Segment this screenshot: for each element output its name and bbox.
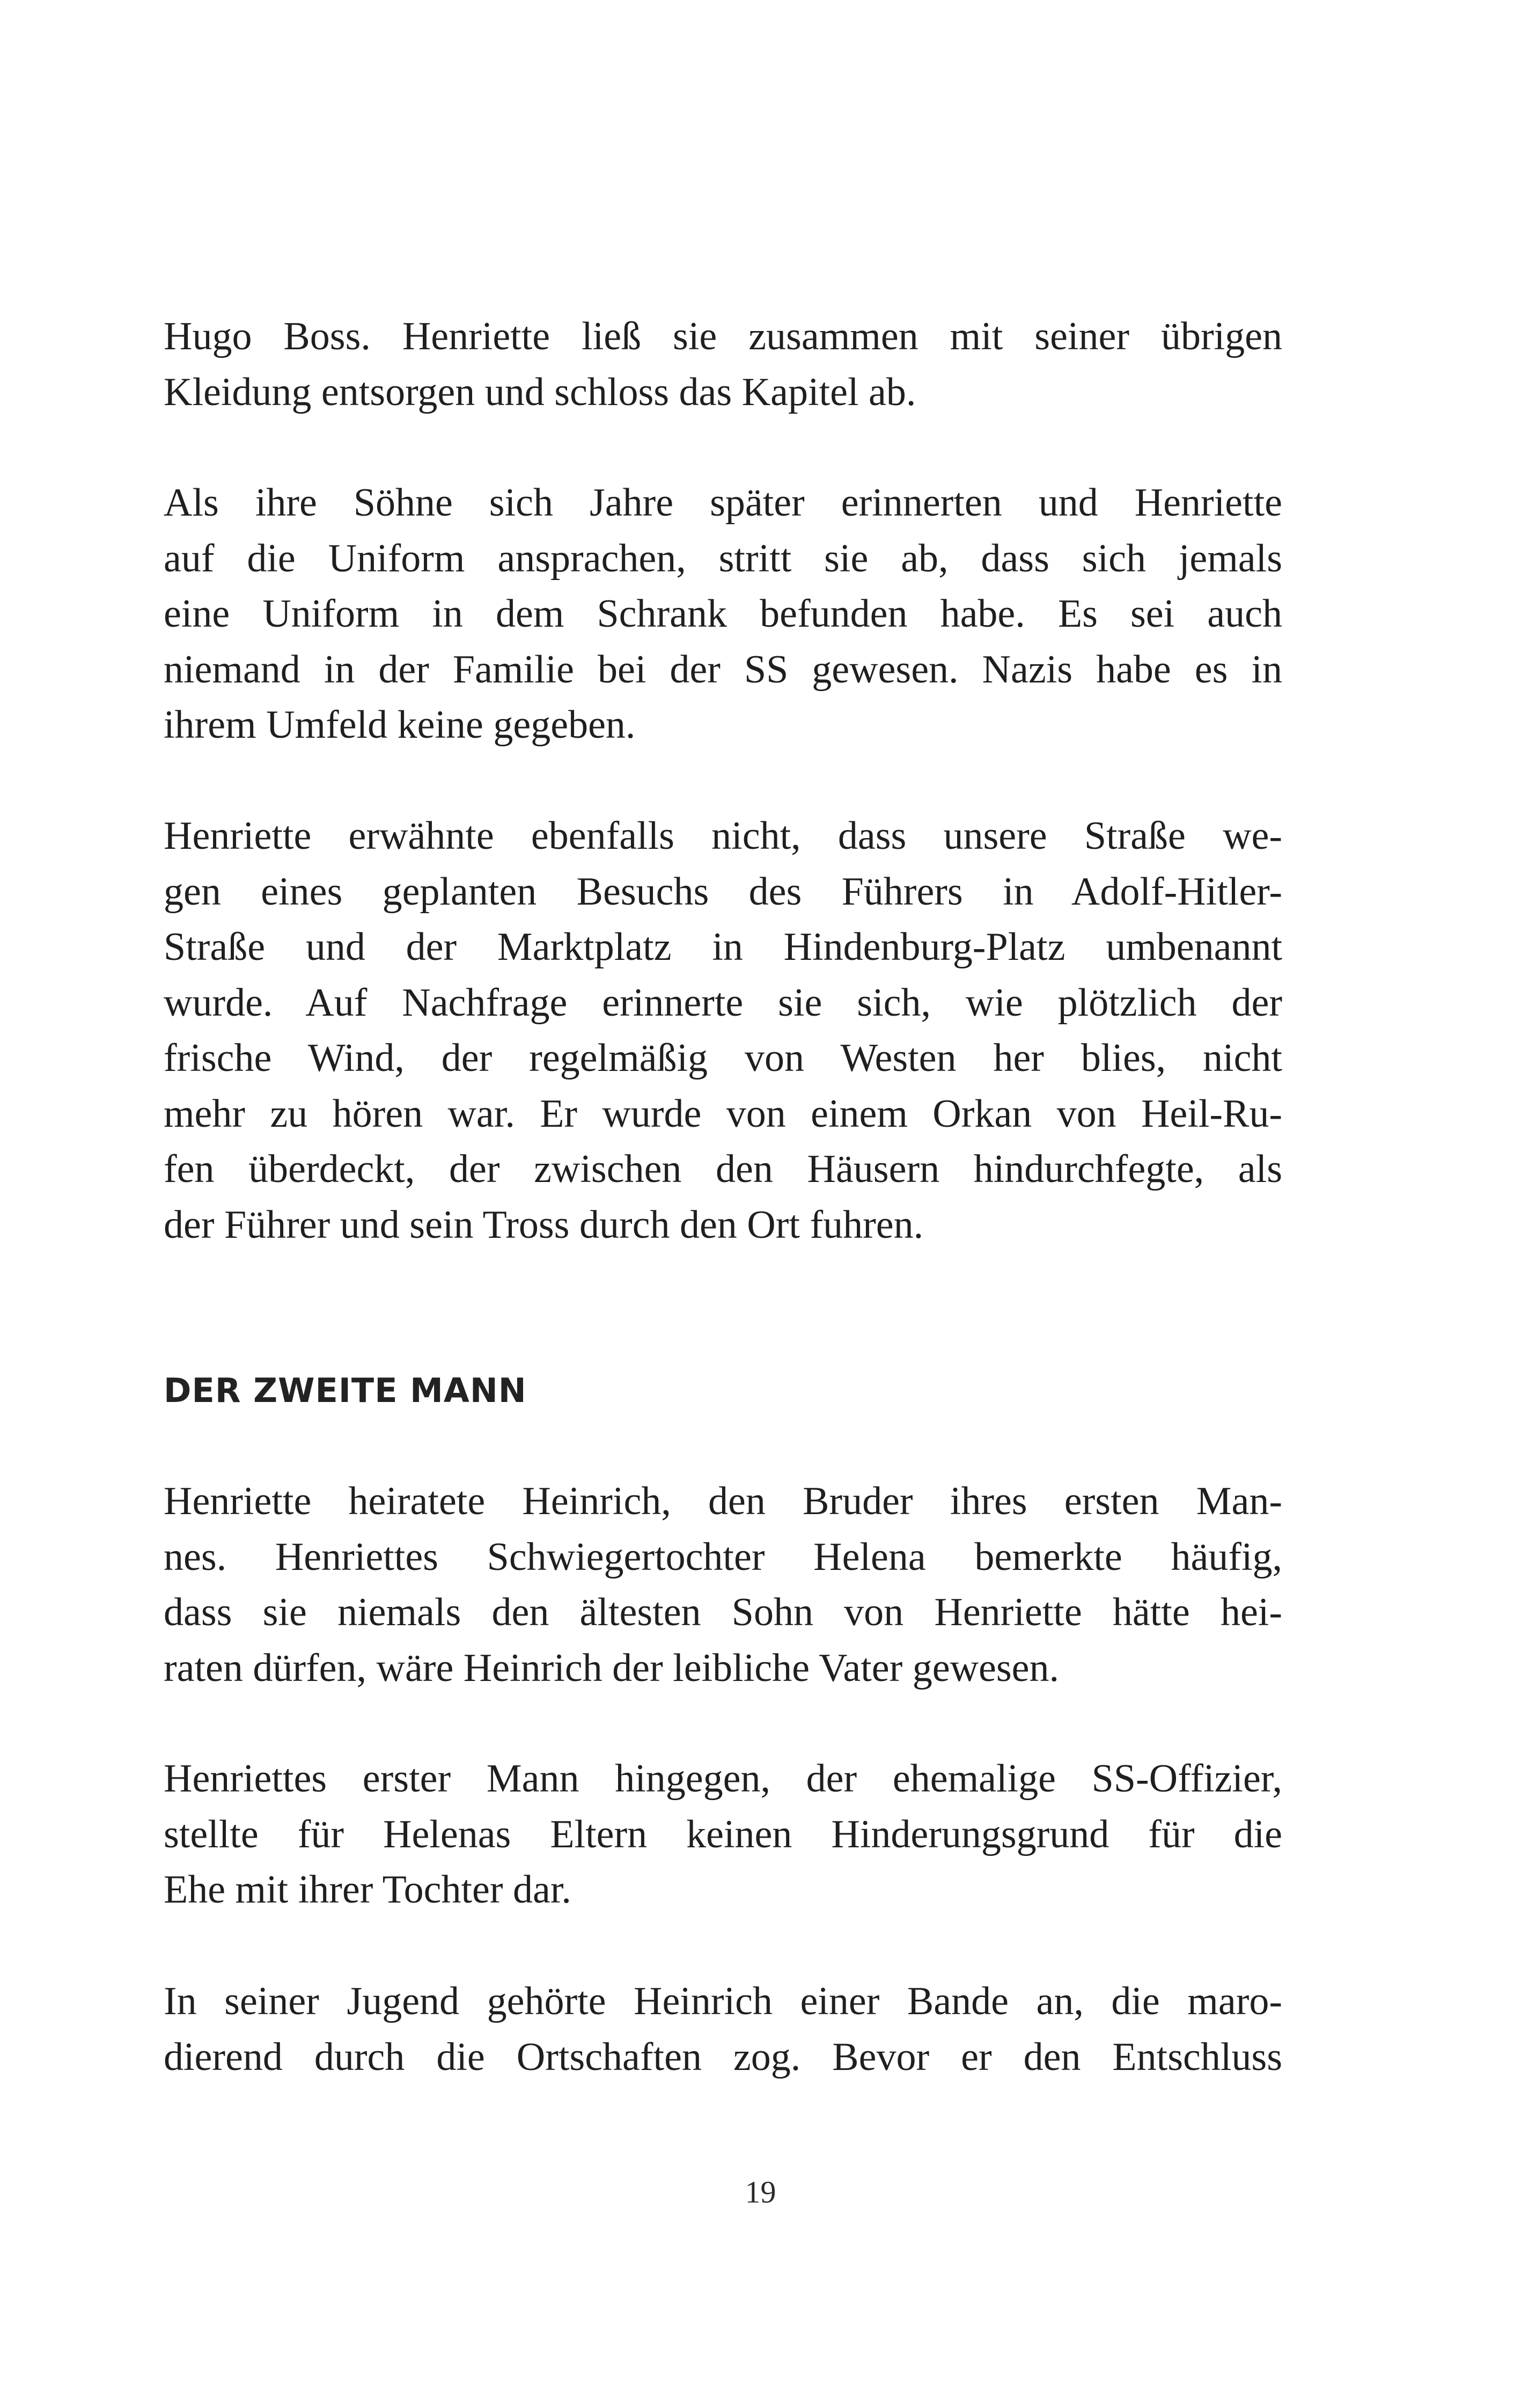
text-line: Als ihre Söhne sich Jahre später erinnerten und Henriette [164,481,1282,525]
text-line: Straße und der Marktplatz in Hindenburg-Platz umbenannt [164,925,1282,969]
text-line: dierend durch die Ortschaften zog. Bevor er den Entschluss [164,2035,1282,2079]
text-line: mehr zu hören war. Er wurde von einem Orkan von Heil-Ru- [164,1091,1282,1136]
paragraph-1 [164,309,1282,420]
text-line: frische Wind, der regelmäßig von Westen her blies, nicht [164,1036,1282,1080]
text-line: Henriette erwähnte ebenfalls nicht, dass unsere Straße we- [164,814,1282,858]
paragraph-2 [164,475,1282,753]
text-line: fen überdeckt, der zwischen den Häusern hindurchfegte, als [164,1147,1282,1191]
text-line: der Führer und sein Tross durch den Ort fuhren. [164,1202,924,1247]
section-heading: DER ZWEITE MANN [164,1371,527,1410]
paragraph-3 [164,809,1282,1253]
text-line: Henriette heiratete Heinrich, den Bruder ihres ersten Man- [164,1479,1282,1523]
paragraph-6 [164,1974,1282,2085]
text-line: In seiner Jugend gehörte Heinrich einer Bande an, die maro- [164,1979,1282,2023]
text-line: ihrem Umfeld keine gegeben. [164,703,636,747]
text-line: Henriettes erster Mann hingegen, der ehemalige SS-Offizier, [164,1757,1282,1801]
text-line: wurde. Auf Nachfrage erinnerte sie sich, wie plötzlich der [164,980,1282,1025]
paragraph-5 [164,1751,1282,1918]
text-line: raten dürfen, wäre Heinrich der leibliche Vater gewesen. [164,1646,1060,1690]
text-line: Hugo Boss. Henriette ließ sie zusammen mit seiner übrigen [164,314,1282,358]
text-line: niemand in der Familie bei der SS gewesen. Nazis habe es in [164,647,1282,692]
text-line: dass sie niemals den ältesten Sohn von Henriette hätte hei- [164,1590,1282,1634]
page-number: 19 [745,2175,776,2209]
text-line: eine Uniform in dem Schrank befunden habe. Es sei auch [164,592,1282,636]
text-line: nes. Henriettes Schwiegertochter Helena bemerkte häufig, [164,1535,1282,1579]
text-line: stellte für Helenas Eltern keinen Hinderungsgrund für die [164,1812,1282,1856]
text-line: gen eines geplanten Besuchs des Führers in Adolf-Hitler- [164,869,1282,914]
paragraph-4 [164,1474,1282,1696]
text-line: Kleidung entsorgen und schloss das Kapitel ab. [164,370,916,414]
text-line: auf die Uniform ansprachen, stritt sie ab, dass sich jemals [164,536,1282,581]
text-line: Ehe mit ihrer Tochter dar. [164,1868,571,1912]
